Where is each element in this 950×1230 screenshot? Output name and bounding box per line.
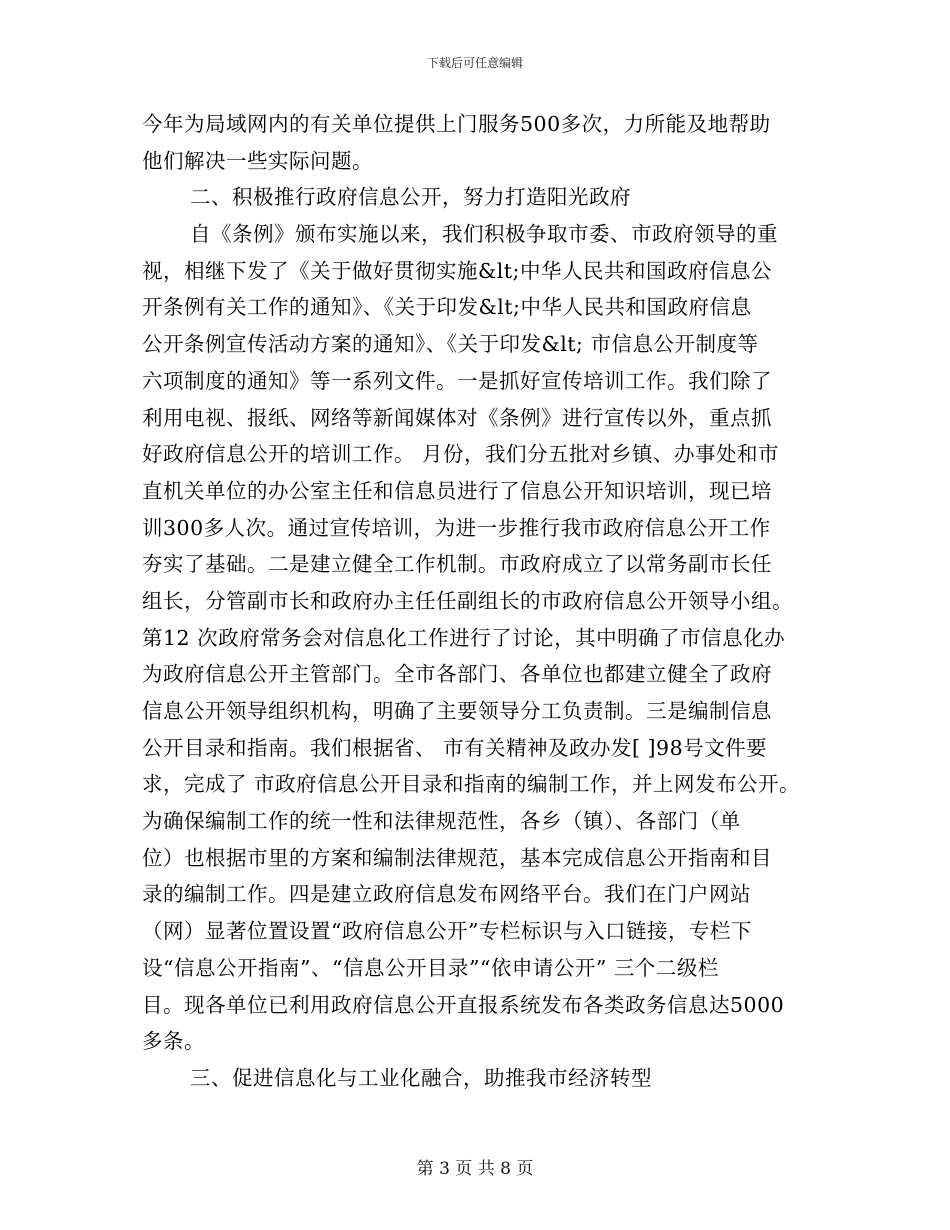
text-line: 三、促进信息化与工业化融合，助推我市经济转型: [190, 1065, 652, 1090]
page-footer: 第 3 页 共 8 页: [416, 1159, 534, 1179]
text-line: 自《条例》颁布实施以来，我们积极争取市委、市政府领导的重: [190, 222, 778, 247]
text-line: 夯实了基础。二是建立健全工作机制。市政府成立了以常务副市长任: [142, 552, 772, 577]
text-line: 组长，分管副市长和政府办主任任副组长的市政府信息公开领导小组。: [142, 588, 793, 613]
text-line: 多条。: [142, 1029, 205, 1054]
text-line: 位）也根据市里的方案和编制法律规范，基本完成信息公开指南和目: [142, 845, 772, 870]
text-line: 第12 次政府常务会对信息化工作进行了讨论，其中明确了市信息化办: [142, 625, 786, 650]
text-line: （网）显著位置设置“政府信息公开”专栏标识与入口链接，专栏下: [142, 919, 752, 944]
text-line: 求，完成了 市政府信息公开目录和指南的编制工作，并上网发布公开。: [142, 772, 801, 797]
text-line: 为确保编制工作的统一性和法律规范性，各乡（镇）、各部门（单: [142, 809, 741, 834]
text-line: 开条例有关工作的通知》、《关于印发&lt;中华人民共和国政府信息: [142, 295, 752, 320]
text-line: 设“信息公开指南”、“信息公开目录”“依申请公开” 三个二级栏: [142, 955, 719, 980]
text-line: 信息公开领导组织机构，明确了主要领导分工负责制。三是编制信息: [142, 699, 772, 723]
text-line: 利用电视、报纸、网络等新闻媒体对《条例》进行宣传以外，重点抓: [142, 405, 772, 430]
text-line: 直机关单位的办公室主任和信息员进行了信息公开知识培训，现已培: [142, 478, 772, 503]
text-line: 训300多人次。通过宣传培训，为进一步推行我市政府信息公开工作: [142, 515, 771, 540]
text-line: 目。现各单位已利用政府信息公开直报系统发布各类政务信息达5000: [142, 992, 785, 1017]
text-line: 视，相继下发了《关于做好贯彻实施&lt;中华人民共和国政府信息公: [142, 258, 772, 283]
document-body: [142, 106, 832, 1097]
text-line: 公开条例宣传活动方案的通知》、《关于印发&lt; 市信息公开制度等: [142, 332, 759, 357]
text-line: 今年为局域网内的有关单位提供上门服务500多次，力所能及地帮助: [142, 112, 771, 136]
text-line: 二、积极推行政府信息公开，努力打造阳光政府: [190, 185, 631, 210]
text-line: 录的编制工作。四是建立政府信息发布网络平台。我们在门户网站: [142, 882, 751, 907]
text-line: 好政府信息公开的培训工作。 月份，我们分五批对乡镇、办事处和市: [142, 442, 780, 467]
text-line: 六项制度的通知》等一系列文件。一是抓好宣传培训工作。我们除了: [142, 368, 772, 393]
text-line: 他们解决一些实际问题。: [142, 148, 373, 173]
page-header: 下载后可任意编辑: [426, 56, 523, 70]
text-line: 公开目录和指南。我们根据省、 市有关精神及政办发[ ]98号文件要: [142, 735, 768, 760]
text-line: 为政府信息公开主管部门。全市各部门、各单位也都建立健全了政府: [142, 662, 772, 687]
